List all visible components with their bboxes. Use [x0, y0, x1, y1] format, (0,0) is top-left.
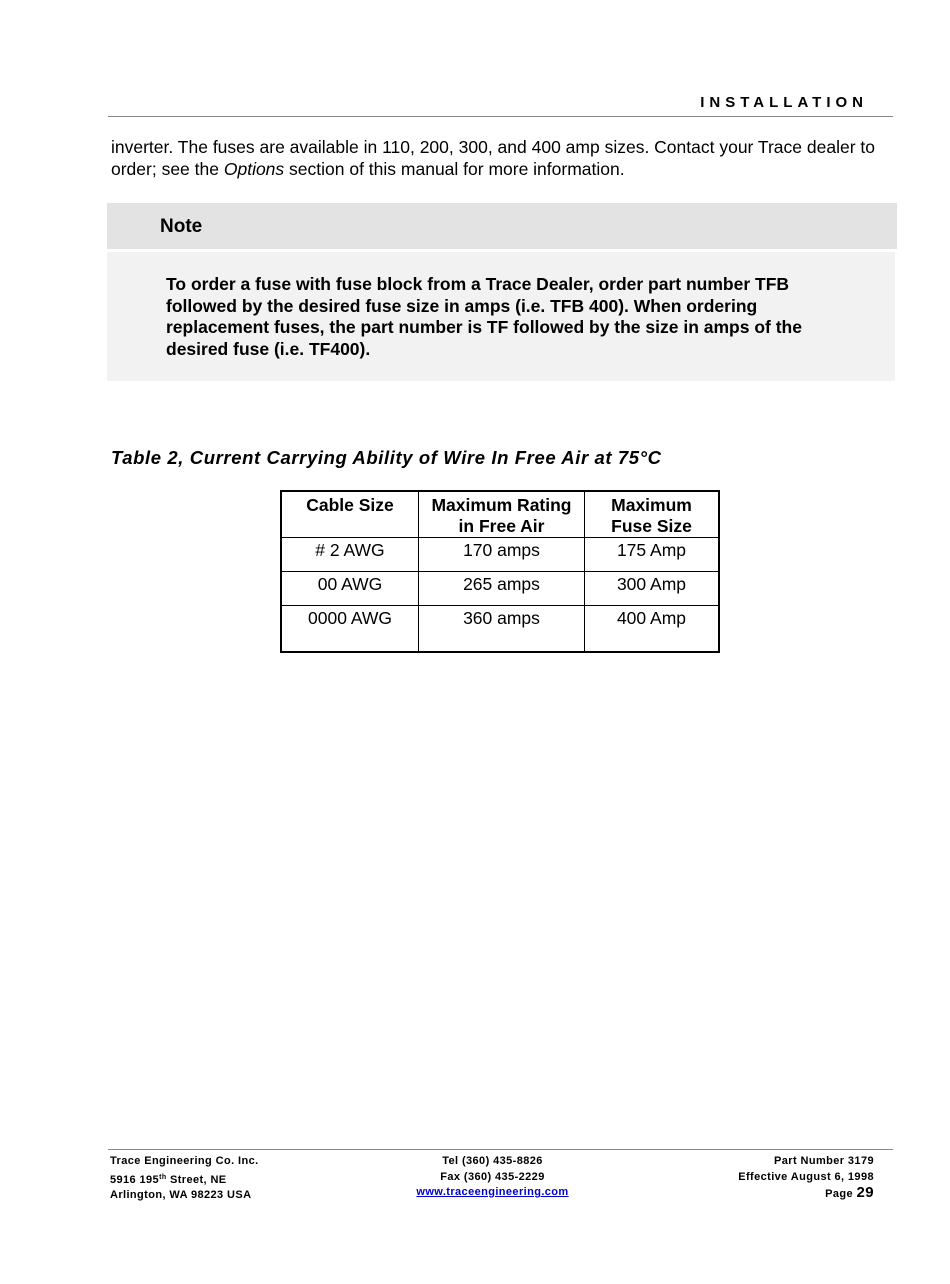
note-line: desired fuse (i.e. TF400).: [166, 338, 371, 359]
note-text: [166, 274, 856, 360]
footer-document-info: [738, 1154, 874, 1203]
footer-divider: [108, 1149, 893, 1150]
table-cell: # 2 AWG: [281, 538, 419, 572]
header-text: Cable Size: [306, 495, 394, 515]
footer-contact: [380, 1154, 605, 1201]
intro-line-2-end: section of this manual for more information.: [284, 158, 625, 179]
header-max-fuse: [585, 491, 720, 538]
header-max-rating: [419, 491, 585, 538]
fax: Fax (360) 435-2229: [440, 1170, 545, 1183]
note-line: replacement fuses, the part number is TF followed by the size in amps of the: [166, 317, 802, 337]
table-cell: 170 amps: [419, 538, 585, 572]
table-cell: 400 Amp: [585, 606, 720, 653]
note-line: To order a fuse with fuse block from a Trace Dealer, order part number TFB: [166, 274, 790, 294]
table-row: [281, 606, 719, 653]
header-text: Maximum Rating: [431, 495, 572, 515]
options-reference: Options: [223, 158, 285, 179]
table-row: [281, 538, 719, 572]
note-header: [107, 203, 897, 249]
street-number: 5916 195: [110, 1173, 160, 1186]
page-label: Page: [825, 1188, 854, 1200]
intro-paragraph: [111, 137, 901, 180]
header-text: Maximum: [611, 495, 692, 515]
company-name: Trace Engineering Co. Inc.: [110, 1155, 259, 1167]
table-cell: 0000 AWG: [281, 606, 419, 653]
street-name: Street, NE: [166, 1173, 227, 1186]
table-cell: 360 amps: [419, 606, 585, 653]
note-box: [107, 203, 897, 381]
section-header: INSTALLATION: [700, 94, 868, 111]
telephone: Tel (360) 435-8826: [442, 1155, 543, 1167]
header-divider: [108, 116, 893, 117]
table-row: [281, 572, 719, 606]
footer-address: [110, 1154, 259, 1204]
page-number: 29: [856, 1184, 874, 1201]
website-link[interactable]: www.traceengineering.com: [416, 1186, 569, 1198]
cable-table: [280, 490, 720, 653]
street-address: [110, 1170, 259, 1189]
city-line: Arlington, WA 98223 USA: [110, 1189, 252, 1201]
table-header-row: [281, 491, 719, 538]
part-number: Part Number 3179: [774, 1155, 874, 1167]
table-cell: 175 Amp: [585, 538, 720, 572]
header-text: in Free Air: [458, 516, 545, 536]
table-cell: 265 amps: [419, 572, 585, 606]
note-title: Note: [160, 216, 203, 237]
intro-line-2: [111, 159, 901, 181]
page-indicator: [738, 1185, 874, 1203]
header-text: Fuse Size: [611, 516, 692, 536]
table-cell: 300 Amp: [585, 572, 720, 606]
note-line: followed by the desired fuse size in amps (i.e. TFB 400). When ordering: [166, 295, 758, 316]
ordinal-suffix: th: [159, 1173, 167, 1181]
table-cell: 00 AWG: [281, 572, 419, 606]
intro-line-1: inverter. The fuses are available in 110, 200, 300, and 400 amp sizes. Contact your Trace dealer to: [111, 137, 875, 157]
intro-line-2-start: order; see the: [111, 158, 224, 179]
effective-date: Effective August 6, 1998: [738, 1170, 874, 1183]
header-cable-size: [281, 491, 419, 538]
table-caption: Table 2, Current Carrying Ability of Wire In Free Air at 75°C: [111, 447, 662, 468]
